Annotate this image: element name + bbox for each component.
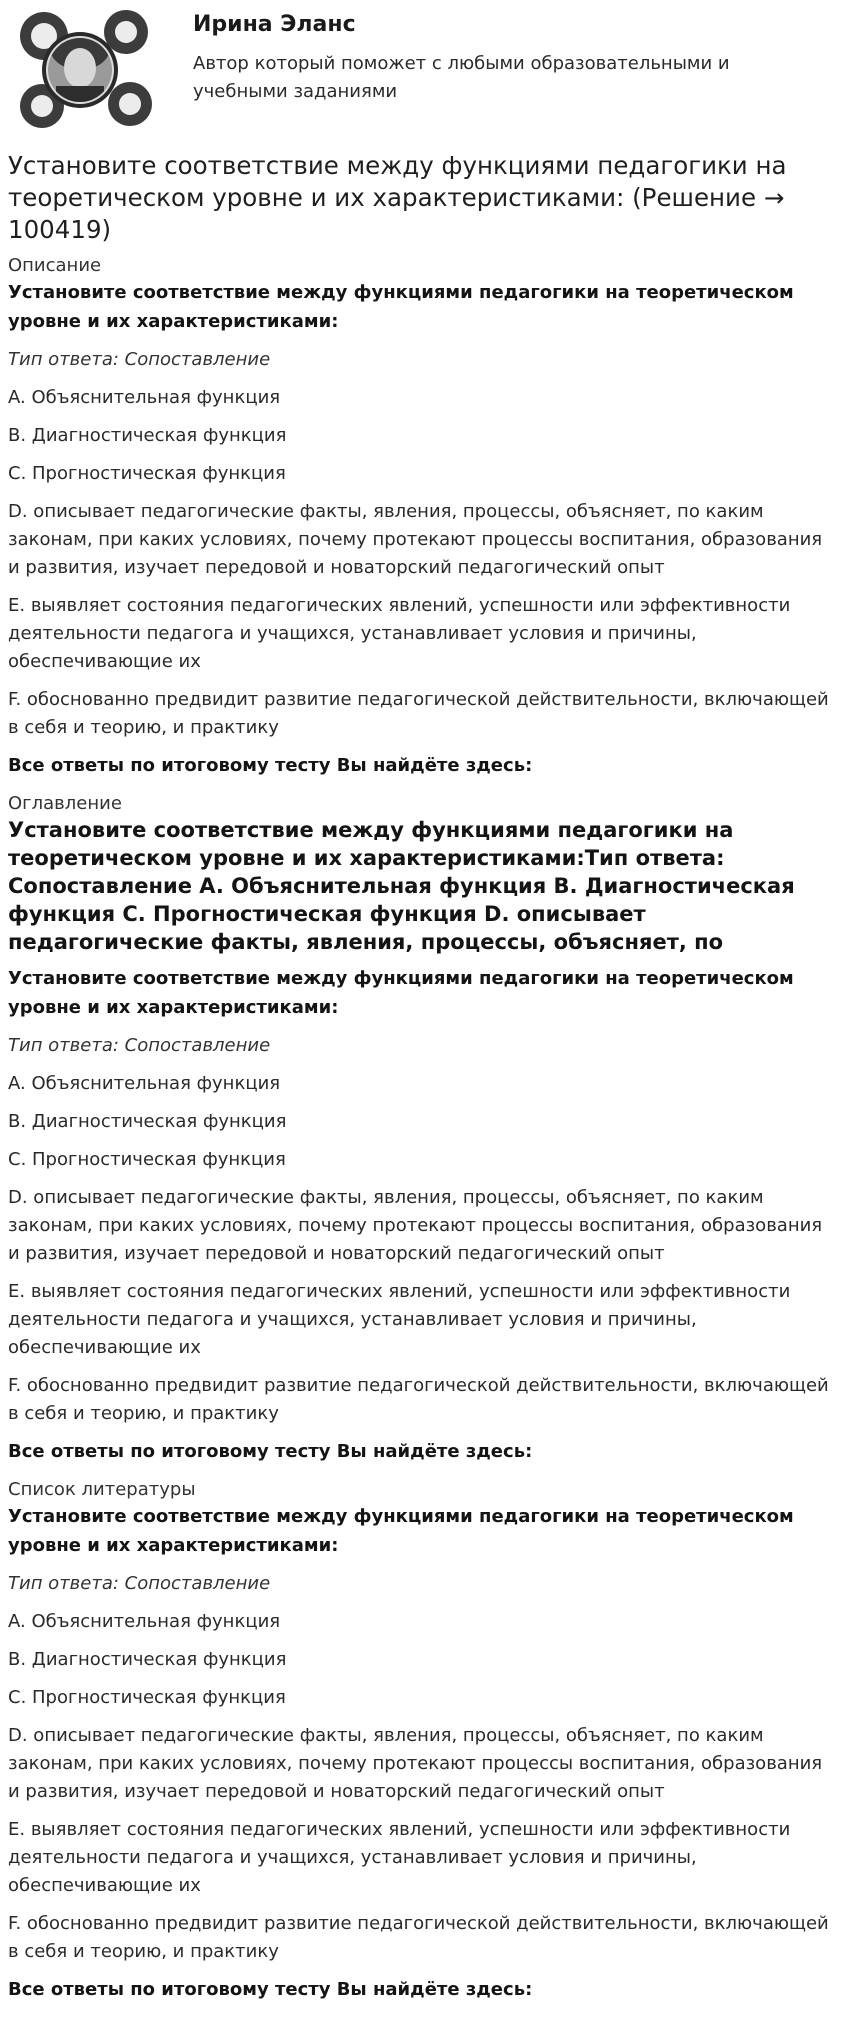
- question-item: E. выявляет состояния педагогических явлений, успешности или эффективности деятельности педагога и учащихся, устанавливает условия и причины, обеспечивающие их: [8, 1281, 791, 1358]
- bibliography-label: Список литературы: [8, 1479, 196, 1500]
- question-item: E. выявляет состояния педагогических явлений, успешности или эффективности деятельности педагога и учащихся, устанавливает условия и причины, обеспечивающие их: [8, 1819, 791, 1896]
- toc-heading: Установите соответствие между функциями педагогики на теоретическом уровне и их характеристиками:Тип ответа: Сопоставление A. Объяснительная функция B. Диагностическая функция C. Прогностическая функция D. описывает педагогические факты, явления, процессы, объясняет, по: [8, 818, 795, 954]
- toc-label: Оглавление: [8, 793, 122, 814]
- answer-type: Тип ответа: Сопоставление: [8, 1573, 271, 1594]
- toc-section: [8, 792, 839, 1466]
- all-answers-text: Все ответы по итоговому тесту Вы найдёте здесь:: [8, 755, 533, 776]
- question-item: A. Объяснительная функция: [8, 1611, 281, 1632]
- author-description: Автор который поможет с любыми образовательными и учебными заданиями: [193, 53, 730, 102]
- answer-type: Тип ответа: Сопоставление: [8, 349, 271, 370]
- question-item: F. обоснованно предвидит развитие педагогической действительности, включающей в себя и теорию, и практику: [8, 1375, 829, 1424]
- question-item: E. выявляет состояния педагогических явлений, успешности или эффективности деятельности педагога и учащихся, устанавливает условия и причины, обеспечивающие их: [8, 595, 791, 672]
- question-item: D. описывает педагогические факты, явления, процессы, объясняет, по каким законам, при каких условиях, почему протекают процессы воспитания, образования и развития, изучает передовой и новаторский педагогический опыт: [8, 1187, 823, 1264]
- question-heading: Установите соответствие между функциями педагогики на теоретическом уровне и их характеристиками:: [8, 968, 794, 1018]
- all-answers-text: Все ответы по итоговому тесту Вы найдёте здесь:: [8, 1441, 533, 1462]
- description-label: Описание: [8, 255, 102, 276]
- question-item: C. Прогностическая функция: [8, 463, 286, 484]
- page-title: Установите соответствие между функциями педагогики на теоретическом уровне и их характеристиками: (Решение → 100419): [8, 151, 787, 244]
- all-answers-text: Все ответы по итоговому тесту Вы найдёте здесь:: [8, 1979, 533, 2000]
- question-item: F. обоснованно предвидит развитие педагогической действительности, включающей в себя и теорию, и практику: [8, 1913, 829, 1962]
- question-item: C. Прогностическая функция: [8, 1687, 286, 1708]
- question-item: A. Объяснительная функция: [8, 1073, 281, 1094]
- question-item: B. Диагностическая функция: [8, 1649, 287, 1670]
- question-heading: Установите соответствие между функциями педагогики на теоретическом уровне и их характеристиками:: [8, 282, 794, 332]
- bibliography-section: [8, 1478, 839, 2004]
- question-item: C. Прогностическая функция: [8, 1149, 286, 1170]
- question-item: B. Диагностическая функция: [8, 1111, 287, 1132]
- question-item: A. Объяснительная функция: [8, 387, 281, 408]
- question-heading: Установите соответствие между функциями педагогики на теоретическом уровне и их характеристиками:: [8, 1506, 794, 1556]
- author-avatar: [16, 8, 158, 130]
- author-name[interactable]: Ирина Эланс: [193, 12, 356, 37]
- question-item: D. описывает педагогические факты, явления, процессы, объясняет, по каким законам, при каких условиях, почему протекают процессы воспитания, образования и развития, изучает передовой и новаторский педагогический опыт: [8, 1725, 823, 1802]
- description-section: [8, 254, 839, 780]
- question-item: D. описывает педагогические факты, явления, процессы, объясняет, по каким законам, при каких условиях, почему протекают процессы воспитания, образования и развития, изучает передовой и новаторский педагогический опыт: [8, 501, 823, 578]
- answer-type: Тип ответа: Сопоставление: [8, 1035, 271, 1056]
- question-item: F. обоснованно предвидит развитие педагогической действительности, включающей в себя и теорию, и практику: [8, 689, 829, 738]
- question-item: B. Диагностическая функция: [8, 425, 287, 446]
- author-card: [8, 0, 839, 140]
